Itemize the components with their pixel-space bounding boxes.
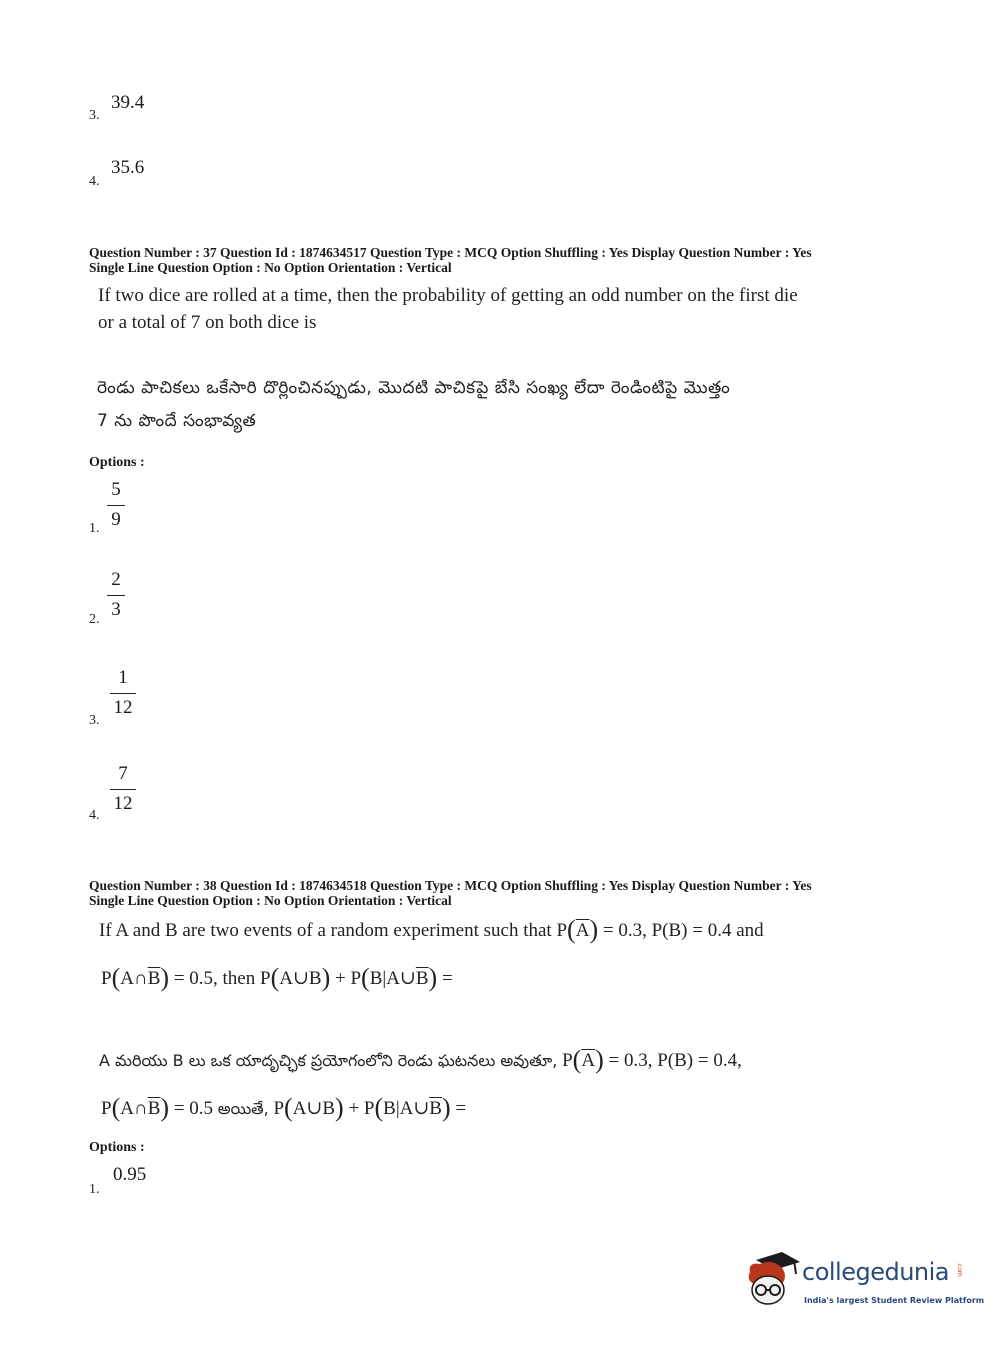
- question-text-english-line2: [101, 964, 453, 992]
- fraction-bar: [107, 595, 125, 596]
- question-meta-line: Single Line Question Option : No Option Orientation : Vertical: [89, 260, 452, 275]
- question-text-line: If two dice are rolled at a time, then the probability of getting an odd number on the first die: [98, 285, 798, 306]
- fraction-bar: [107, 505, 125, 506]
- options-label: Options :: [89, 1140, 145, 1155]
- math-expression: = 0.3,: [603, 1050, 653, 1071]
- mascot-icon: [742, 1250, 800, 1310]
- fraction-denominator: 12: [113, 697, 133, 718]
- logo-tagline: India's largest Student Review Platform: [804, 1296, 985, 1305]
- option-fraction: [107, 569, 125, 621]
- option-number: 4.: [89, 174, 100, 189]
- logo-suffix: .com: [956, 1262, 963, 1277]
- fraction-bar: [110, 789, 136, 790]
- option-number: 3.: [89, 713, 100, 728]
- math-expression: = 0.3,: [598, 920, 647, 941]
- option-number: 3.: [89, 108, 100, 123]
- option-number: 1.: [89, 1182, 100, 1197]
- question-text-telugu-line1: [99, 1046, 742, 1074]
- question-text-english-line1: [99, 916, 764, 944]
- fraction-denominator: 3: [111, 599, 121, 620]
- question-text: If A and B are two events of a random experiment such that: [99, 920, 552, 941]
- fraction-numerator: 2: [111, 569, 121, 590]
- question-text: and: [736, 920, 764, 941]
- math-expression: =: [437, 968, 453, 989]
- math-expression: $P(A\cap\overline{B})$: [101, 963, 170, 992]
- math-expression: $P(\overline{A})$: [562, 1045, 604, 1074]
- fraction-numerator: 1: [118, 667, 128, 688]
- math-expression: $P(\overline{A})$: [556, 915, 599, 944]
- math-expression: = 0.5: [169, 1098, 214, 1119]
- question-meta-line: Single Line Question Option : No Option Orientation : Vertical: [89, 893, 452, 908]
- fraction-numerator: 5: [111, 479, 121, 500]
- question-text-telugu: [97, 372, 730, 438]
- fraction-denominator: 9: [111, 509, 121, 530]
- option-fraction: [107, 479, 125, 531]
- option-number: 2.: [89, 612, 100, 627]
- math-expression: P(B) = 0.4: [651, 920, 732, 941]
- math-expression: = 0.5: [169, 968, 214, 989]
- math-expression: P(A∪B) + $P(B|A\cup\overline{B})$: [260, 963, 438, 992]
- question-text-telugu-line2: [101, 1094, 466, 1122]
- question-text-line: or a total of 7 on both dice is: [98, 312, 317, 333]
- fraction-bar: [110, 693, 136, 694]
- fraction-numerator: 7: [118, 763, 128, 784]
- option-value: 0.95: [113, 1164, 147, 1185]
- option-fraction: [110, 763, 136, 815]
- math-expression: P(B) = 0.4,: [657, 1050, 742, 1071]
- logo-wordmark: collegedunia: [802, 1258, 950, 1286]
- options-label: Options :: [89, 455, 145, 470]
- question-text: A మరియు B లు ఒక యాదృచ్ఛిక ప్రయోగంలోని రెండు ఘటనలు అవుతూ,: [99, 1051, 558, 1070]
- option-number: 4.: [89, 808, 100, 823]
- fraction-denominator: 12: [113, 793, 133, 814]
- option-value: 35.6: [111, 157, 145, 178]
- math-expression: $P(A\cap\overline{B})$: [101, 1093, 170, 1122]
- question-text: అయితే,: [217, 1099, 269, 1118]
- question-meta-line: Question Number : 38 Question Id : 1874634518 Question Type : MCQ Option Shuffling : Yes Display Question Number : Yes: [89, 878, 812, 893]
- question-text-english: [98, 282, 798, 336]
- question-meta: [89, 245, 812, 275]
- question-text-line: రెండు పాచికలు ఒకేసారి దొర్లించినప్పుడు, మొదటి పాచికపై బేసి సంఖ్య లేదా రెండింటిపై మొత్తం: [97, 378, 731, 398]
- math-expression: =: [450, 1098, 467, 1119]
- question-meta-line: Question Number : 37 Question Id : 1874634517 Question Type : MCQ Option Shuffling : Yes Display Question Number : Yes: [89, 245, 812, 260]
- collegedunia-logo: [742, 1250, 985, 1314]
- option-fraction: [110, 667, 136, 719]
- question-text-line: 7 ను పొందే సంభావ్యత: [97, 411, 257, 431]
- option-value: 39.4: [111, 92, 145, 113]
- math-expression: P(A∪B) + $P(B|A\cup\overline{B})$: [273, 1093, 451, 1122]
- option-number: 1.: [89, 521, 100, 536]
- question-meta: [89, 878, 812, 908]
- question-text: , then: [213, 968, 256, 989]
